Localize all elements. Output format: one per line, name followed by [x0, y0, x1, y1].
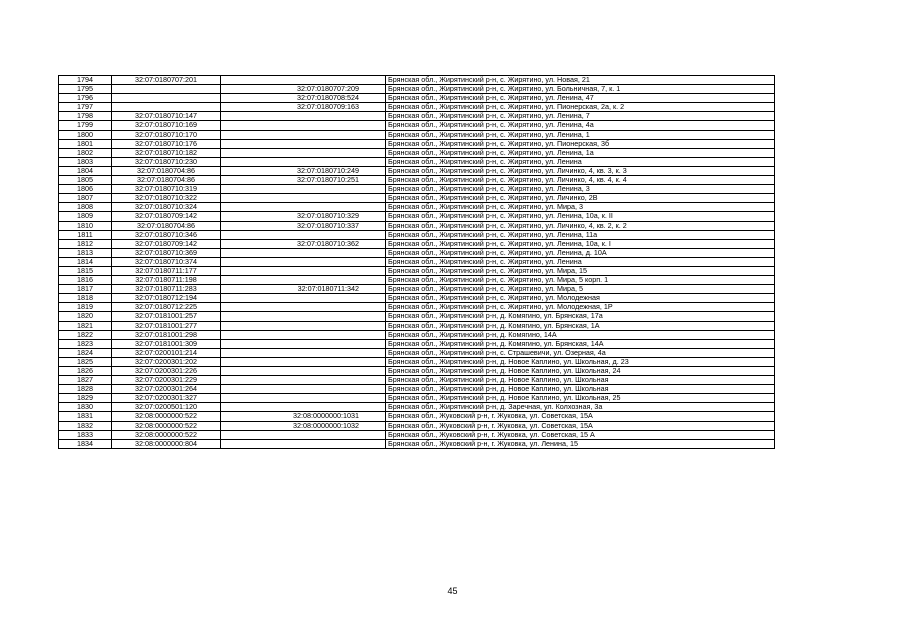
address-cell: Брянская обл., Жирятинский р-н, с. Жирятино, ул. Пионерская, 2а, к. 2	[386, 103, 775, 112]
address-cell: Брянская обл., Жирятинский р-н, с. Жирятино, ул. Ленина, 7	[386, 112, 775, 121]
table-row	[59, 266, 775, 275]
related-cadastral-number-cell	[221, 430, 386, 439]
row-number-cell: 1822	[59, 330, 112, 339]
table-row	[59, 385, 775, 394]
related-cadastral-number-cell	[221, 394, 386, 403]
row-number-cell: 1819	[59, 303, 112, 312]
table-row	[59, 294, 775, 303]
table-row	[59, 94, 775, 103]
address-cell: Брянская обл., Жуковский р-н, г. Жуковка, ул. Советская, 15А	[386, 412, 775, 421]
table-row	[59, 212, 775, 221]
table-row	[59, 185, 775, 194]
cadastral-number-cell: 32:07:0180712:225	[112, 303, 221, 312]
cadastral-number-cell: 32:07:0200501:120	[112, 403, 221, 412]
related-cadastral-number-cell	[221, 276, 386, 285]
related-cadastral-number-cell: 32:07:0180710:329	[221, 212, 386, 221]
address-cell: Брянская обл., Жирятинский р-н, с. Жирятино, ул. Ленина	[386, 257, 775, 266]
address-cell: Брянская обл., Жирятинский р-н, с. Жирятино, ул. Молодежная	[386, 294, 775, 303]
table-row	[59, 85, 775, 94]
table-row	[59, 148, 775, 157]
address-cell: Брянская обл., Жирятинский р-н, с. Жирятино, ул. Больничная, 7, к. 1	[386, 85, 775, 94]
row-number-cell: 1804	[59, 166, 112, 175]
table-row	[59, 139, 775, 148]
address-cell: Брянская обл., Жирятинский р-н, с. Жирятино, ул. Ленина, 3	[386, 185, 775, 194]
address-cell: Брянская обл., Жирятинский р-н, с. Страшевичи, ул. Озерная, 4а	[386, 348, 775, 357]
row-number-cell: 1828	[59, 385, 112, 394]
row-number-cell: 1797	[59, 103, 112, 112]
table-row	[59, 157, 775, 166]
cadastral-number-cell: 32:07:0180707:201	[112, 76, 221, 85]
row-number-cell: 1801	[59, 139, 112, 148]
address-cell: Брянская обл., Жирятинский р-н, с. Жирятино, ул. Ленина	[386, 157, 775, 166]
table-row	[59, 130, 775, 139]
cadastral-number-cell: 32:07:0181001:309	[112, 339, 221, 348]
table-row	[59, 203, 775, 212]
row-number-cell: 1823	[59, 339, 112, 348]
row-number-cell: 1831	[59, 412, 112, 421]
address-cell: Брянская обл., Жирятинский р-н, с. Жирятино, ул. Личинко, 2В	[386, 194, 775, 203]
row-number-cell: 1802	[59, 148, 112, 157]
table-row	[59, 412, 775, 421]
address-cell: Брянская обл., Жирятинский р-н, с. Жирятино, ул. Ленина, 1	[386, 130, 775, 139]
table-row	[59, 421, 775, 430]
cadastral-number-cell: 32:07:0200301:202	[112, 357, 221, 366]
row-number-cell: 1832	[59, 421, 112, 430]
cadastral-number-cell: 32:07:0180710:147	[112, 112, 221, 121]
address-cell: Брянская обл., Жирятинский р-н, д. Новое Каплино, ул. Школьная, 24	[386, 367, 775, 376]
related-cadastral-number-cell	[221, 312, 386, 321]
page-number: 45	[447, 586, 458, 596]
address-cell: Брянская обл., Жирятинский р-н, с. Жирятино, ул. Ленина, 10а, к. II	[386, 212, 775, 221]
related-cadastral-number-cell	[221, 385, 386, 394]
related-cadastral-number-cell: 32:07:0180710:249	[221, 166, 386, 175]
cadastral-number-cell: 32:07:0180704:86	[112, 176, 221, 185]
cadastral-number-cell: 32:07:0180712:194	[112, 294, 221, 303]
address-cell: Брянская обл., Жирятинский р-н, с. Жирятино, ул. Ленина, д. 10А	[386, 248, 775, 257]
cadastral-number-cell: 32:07:0181001:298	[112, 330, 221, 339]
row-number-cell: 1807	[59, 194, 112, 203]
table-row	[59, 348, 775, 357]
cadastral-number-cell: 32:07:0200301:264	[112, 385, 221, 394]
related-cadastral-number-cell: 32:07:0180710:251	[221, 176, 386, 185]
related-cadastral-number-cell	[221, 367, 386, 376]
related-cadastral-number-cell	[221, 357, 386, 366]
address-cell: Брянская обл., Жуковский р-н, г. Жуковка, ул. Советская, 15 А	[386, 430, 775, 439]
row-number-cell: 1813	[59, 248, 112, 257]
address-cell: Брянская обл., Жирятинский р-н, д. Комягино, ул. Брянская, 14А	[386, 339, 775, 348]
row-number-cell: 1806	[59, 185, 112, 194]
cadastral-number-cell: 32:07:0180709:142	[112, 212, 221, 221]
cadastral-number-cell: 32:07:0180710:170	[112, 130, 221, 139]
table-row	[59, 166, 775, 175]
row-number-cell: 1796	[59, 94, 112, 103]
cadastral-number-cell: 32:07:0180710:176	[112, 139, 221, 148]
address-cell: Брянская обл., Жирятинский р-н, с. Жирятино, ул. Ленина, 47	[386, 94, 775, 103]
table-row	[59, 303, 775, 312]
table-row	[59, 339, 775, 348]
related-cadastral-number-cell: 32:07:0180710:337	[221, 221, 386, 230]
row-number-cell: 1808	[59, 203, 112, 212]
cadastral-number-cell: 32:07:0180710:369	[112, 248, 221, 257]
cadastral-number-cell: 32:07:0180710:346	[112, 230, 221, 239]
row-number-cell: 1817	[59, 285, 112, 294]
table-row	[59, 403, 775, 412]
related-cadastral-number-cell	[221, 257, 386, 266]
row-number-cell: 1809	[59, 212, 112, 221]
table-row	[59, 430, 775, 439]
cadastral-number-cell: 32:08:0000000:522	[112, 412, 221, 421]
cadastral-number-cell: 32:07:0180711:198	[112, 276, 221, 285]
row-number-cell: 1798	[59, 112, 112, 121]
cadastral-number-cell: 32:07:0200301:327	[112, 394, 221, 403]
cadastral-number-cell	[112, 85, 221, 94]
cadastral-number-cell: 32:07:0180710:324	[112, 203, 221, 212]
row-number-cell: 1814	[59, 257, 112, 266]
row-number-cell: 1829	[59, 394, 112, 403]
cadastral-number-cell: 32:07:0180709:142	[112, 239, 221, 248]
row-number-cell: 1820	[59, 312, 112, 321]
related-cadastral-number-cell	[221, 248, 386, 257]
property-table-body	[59, 76, 775, 449]
row-number-cell: 1810	[59, 221, 112, 230]
address-cell: Брянская обл., Жирятинский р-н, с. Жирятино, ул. Ленина, 10а, к. I	[386, 239, 775, 248]
address-cell: Брянская обл., Жирятинский р-н, с. Жирятино, ул. Мира, 5 корп. 1	[386, 276, 775, 285]
cadastral-number-cell: 32:08:0000000:804	[112, 439, 221, 448]
row-number-cell: 1799	[59, 121, 112, 130]
cadastral-number-cell: 32:07:0180704:86	[112, 221, 221, 230]
cadastral-number-cell: 32:08:0000000:522	[112, 430, 221, 439]
row-number-cell: 1818	[59, 294, 112, 303]
address-cell: Брянская обл., Жуковский р-н, г. Жуковка, ул. Ленина, 15	[386, 439, 775, 448]
table-row	[59, 321, 775, 330]
cadastral-number-cell	[112, 94, 221, 103]
cadastral-number-cell: 32:07:0180710:182	[112, 148, 221, 157]
related-cadastral-number-cell	[221, 121, 386, 130]
related-cadastral-number-cell	[221, 303, 386, 312]
related-cadastral-number-cell	[221, 194, 386, 203]
row-number-cell: 1821	[59, 321, 112, 330]
row-number-cell: 1830	[59, 403, 112, 412]
cadastral-number-cell: 32:07:0180711:177	[112, 266, 221, 275]
table-row	[59, 176, 775, 185]
table-row	[59, 367, 775, 376]
cadastral-number-cell: 32:07:0181001:277	[112, 321, 221, 330]
related-cadastral-number-cell	[221, 230, 386, 239]
address-cell: Брянская обл., Жуковский р-н, г. Жуковка, ул. Советская, 15А	[386, 421, 775, 430]
row-number-cell: 1833	[59, 430, 112, 439]
address-cell: Брянская обл., Жирятинский р-н, с. Жирятино, ул. Мира, 3	[386, 203, 775, 212]
table-row	[59, 357, 775, 366]
cadastral-number-cell: 32:07:0200101:214	[112, 348, 221, 357]
row-number-cell: 1794	[59, 76, 112, 85]
table-row	[59, 103, 775, 112]
table-row	[59, 112, 775, 121]
cadastral-number-cell	[112, 103, 221, 112]
cadastral-number-cell: 32:07:0200301:226	[112, 367, 221, 376]
related-cadastral-number-cell: 32:07:0180710:362	[221, 239, 386, 248]
table-row	[59, 121, 775, 130]
address-cell: Брянская обл., Жирятинский р-н, с. Жирятино, ул. Ленина, 4а	[386, 121, 775, 130]
row-number-cell: 1826	[59, 367, 112, 376]
cadastral-number-cell: 32:07:0180711:283	[112, 285, 221, 294]
address-cell: Брянская обл., Жирятинский р-н, д. Новое Каплино, ул. Школьная	[386, 385, 775, 394]
related-cadastral-number-cell	[221, 112, 386, 121]
related-cadastral-number-cell	[221, 339, 386, 348]
row-number-cell: 1800	[59, 130, 112, 139]
address-cell: Брянская обл., Жирятинский р-н, д. Новое Каплино, ул. Школьная, 25	[386, 394, 775, 403]
table-row	[59, 221, 775, 230]
address-cell: Брянская обл., Жирятинский р-н, д. Заречная, ул. Колхозная, 3а	[386, 403, 775, 412]
address-cell: Брянская обл., Жирятинский р-н, с. Жирятино, ул. Личинко, 4, кв. 4, к. 4	[386, 176, 775, 185]
cadastral-number-cell: 32:07:0180710:169	[112, 121, 221, 130]
related-cadastral-number-cell	[221, 266, 386, 275]
cadastral-number-cell: 32:07:0180710:230	[112, 157, 221, 166]
related-cadastral-number-cell	[221, 76, 386, 85]
related-cadastral-number-cell: 32:07:0180711:342	[221, 285, 386, 294]
related-cadastral-number-cell	[221, 203, 386, 212]
address-cell: Брянская обл., Жирятинский р-н, д. Комягино, ул. Брянская, 1А	[386, 321, 775, 330]
related-cadastral-number-cell	[221, 185, 386, 194]
cadastral-number-cell: 32:07:0180704:86	[112, 166, 221, 175]
table-row	[59, 76, 775, 85]
address-cell: Брянская обл., Жирятинский р-н, с. Жирятино, ул. Новая, 21	[386, 76, 775, 85]
table-row	[59, 394, 775, 403]
cadastral-number-cell: 32:07:0200301:229	[112, 376, 221, 385]
address-cell: Брянская обл., Жирятинский р-н, с. Жирятино, ул. Молодежная, 1Р	[386, 303, 775, 312]
address-cell: Брянская обл., Жирятинский р-н, с. Жирятино, ул. Ленина, 11а	[386, 230, 775, 239]
row-number-cell: 1816	[59, 276, 112, 285]
table-row	[59, 239, 775, 248]
table-row	[59, 285, 775, 294]
related-cadastral-number-cell: 32:07:0180709:163	[221, 103, 386, 112]
address-cell: Брянская обл., Жирятинский р-н, с. Жирятино, ул. Ленина, 1а	[386, 148, 775, 157]
row-number-cell: 1803	[59, 157, 112, 166]
table-row	[59, 312, 775, 321]
address-cell: Брянская обл., Жирятинский р-н, д. Новое Каплино, ул. Школьная	[386, 376, 775, 385]
related-cadastral-number-cell	[221, 439, 386, 448]
table-row	[59, 330, 775, 339]
cadastral-number-cell: 32:07:0180710:319	[112, 185, 221, 194]
table-row	[59, 194, 775, 203]
table-row	[59, 230, 775, 239]
cadastral-number-cell: 32:07:0180710:374	[112, 257, 221, 266]
related-cadastral-number-cell	[221, 348, 386, 357]
address-cell: Брянская обл., Жирятинский р-н, д. Новое Каплино, ул. Школьная, д. 23	[386, 357, 775, 366]
row-number-cell: 1825	[59, 357, 112, 366]
address-cell: Брянская обл., Жирятинский р-н, с. Жирятино, ул. Мира, 5	[386, 285, 775, 294]
related-cadastral-number-cell	[221, 321, 386, 330]
address-cell: Брянская обл., Жирятинский р-н, д. Комягино, ул. Брянская, 17а	[386, 312, 775, 321]
address-cell: Брянская обл., Жирятинский р-н, с. Жирятино, ул. Личинко, 4, кв. 2, к. 2	[386, 221, 775, 230]
address-cell: Брянская обл., Жирятинский р-н, д. Комягино, 14А	[386, 330, 775, 339]
related-cadastral-number-cell: 32:08:0000000:1032	[221, 421, 386, 430]
property-table	[58, 75, 775, 449]
row-number-cell: 1827	[59, 376, 112, 385]
related-cadastral-number-cell	[221, 139, 386, 148]
table-row	[59, 276, 775, 285]
table-row	[59, 248, 775, 257]
table-row	[59, 257, 775, 266]
row-number-cell: 1815	[59, 266, 112, 275]
table-row	[59, 376, 775, 385]
address-cell: Брянская обл., Жирятинский р-н, с. Жирятино, ул. Мира, 15	[386, 266, 775, 275]
related-cadastral-number-cell	[221, 403, 386, 412]
address-cell: Брянская обл., Жирятинский р-н, с. Жирятино, ул. Личинко, 4, кв. 3, к. 3	[386, 166, 775, 175]
row-number-cell: 1824	[59, 348, 112, 357]
row-number-cell: 1805	[59, 176, 112, 185]
related-cadastral-number-cell: 32:07:0180707:209	[221, 85, 386, 94]
related-cadastral-number-cell	[221, 376, 386, 385]
row-number-cell: 1834	[59, 439, 112, 448]
address-cell: Брянская обл., Жирятинский р-н, с. Жирятино, ул. Пионерская, 3б	[386, 139, 775, 148]
cadastral-number-cell: 32:08:0000000:522	[112, 421, 221, 430]
related-cadastral-number-cell	[221, 330, 386, 339]
related-cadastral-number-cell	[221, 130, 386, 139]
related-cadastral-number-cell: 32:08:0000000:1031	[221, 412, 386, 421]
cadastral-number-cell: 32:07:0181001:257	[112, 312, 221, 321]
row-number-cell: 1795	[59, 85, 112, 94]
row-number-cell: 1812	[59, 239, 112, 248]
row-number-cell: 1811	[59, 230, 112, 239]
related-cadastral-number-cell	[221, 157, 386, 166]
cadastral-number-cell: 32:07:0180710:322	[112, 194, 221, 203]
related-cadastral-number-cell	[221, 294, 386, 303]
related-cadastral-number-cell: 32:07:0180708:524	[221, 94, 386, 103]
table-row	[59, 439, 775, 448]
related-cadastral-number-cell	[221, 148, 386, 157]
